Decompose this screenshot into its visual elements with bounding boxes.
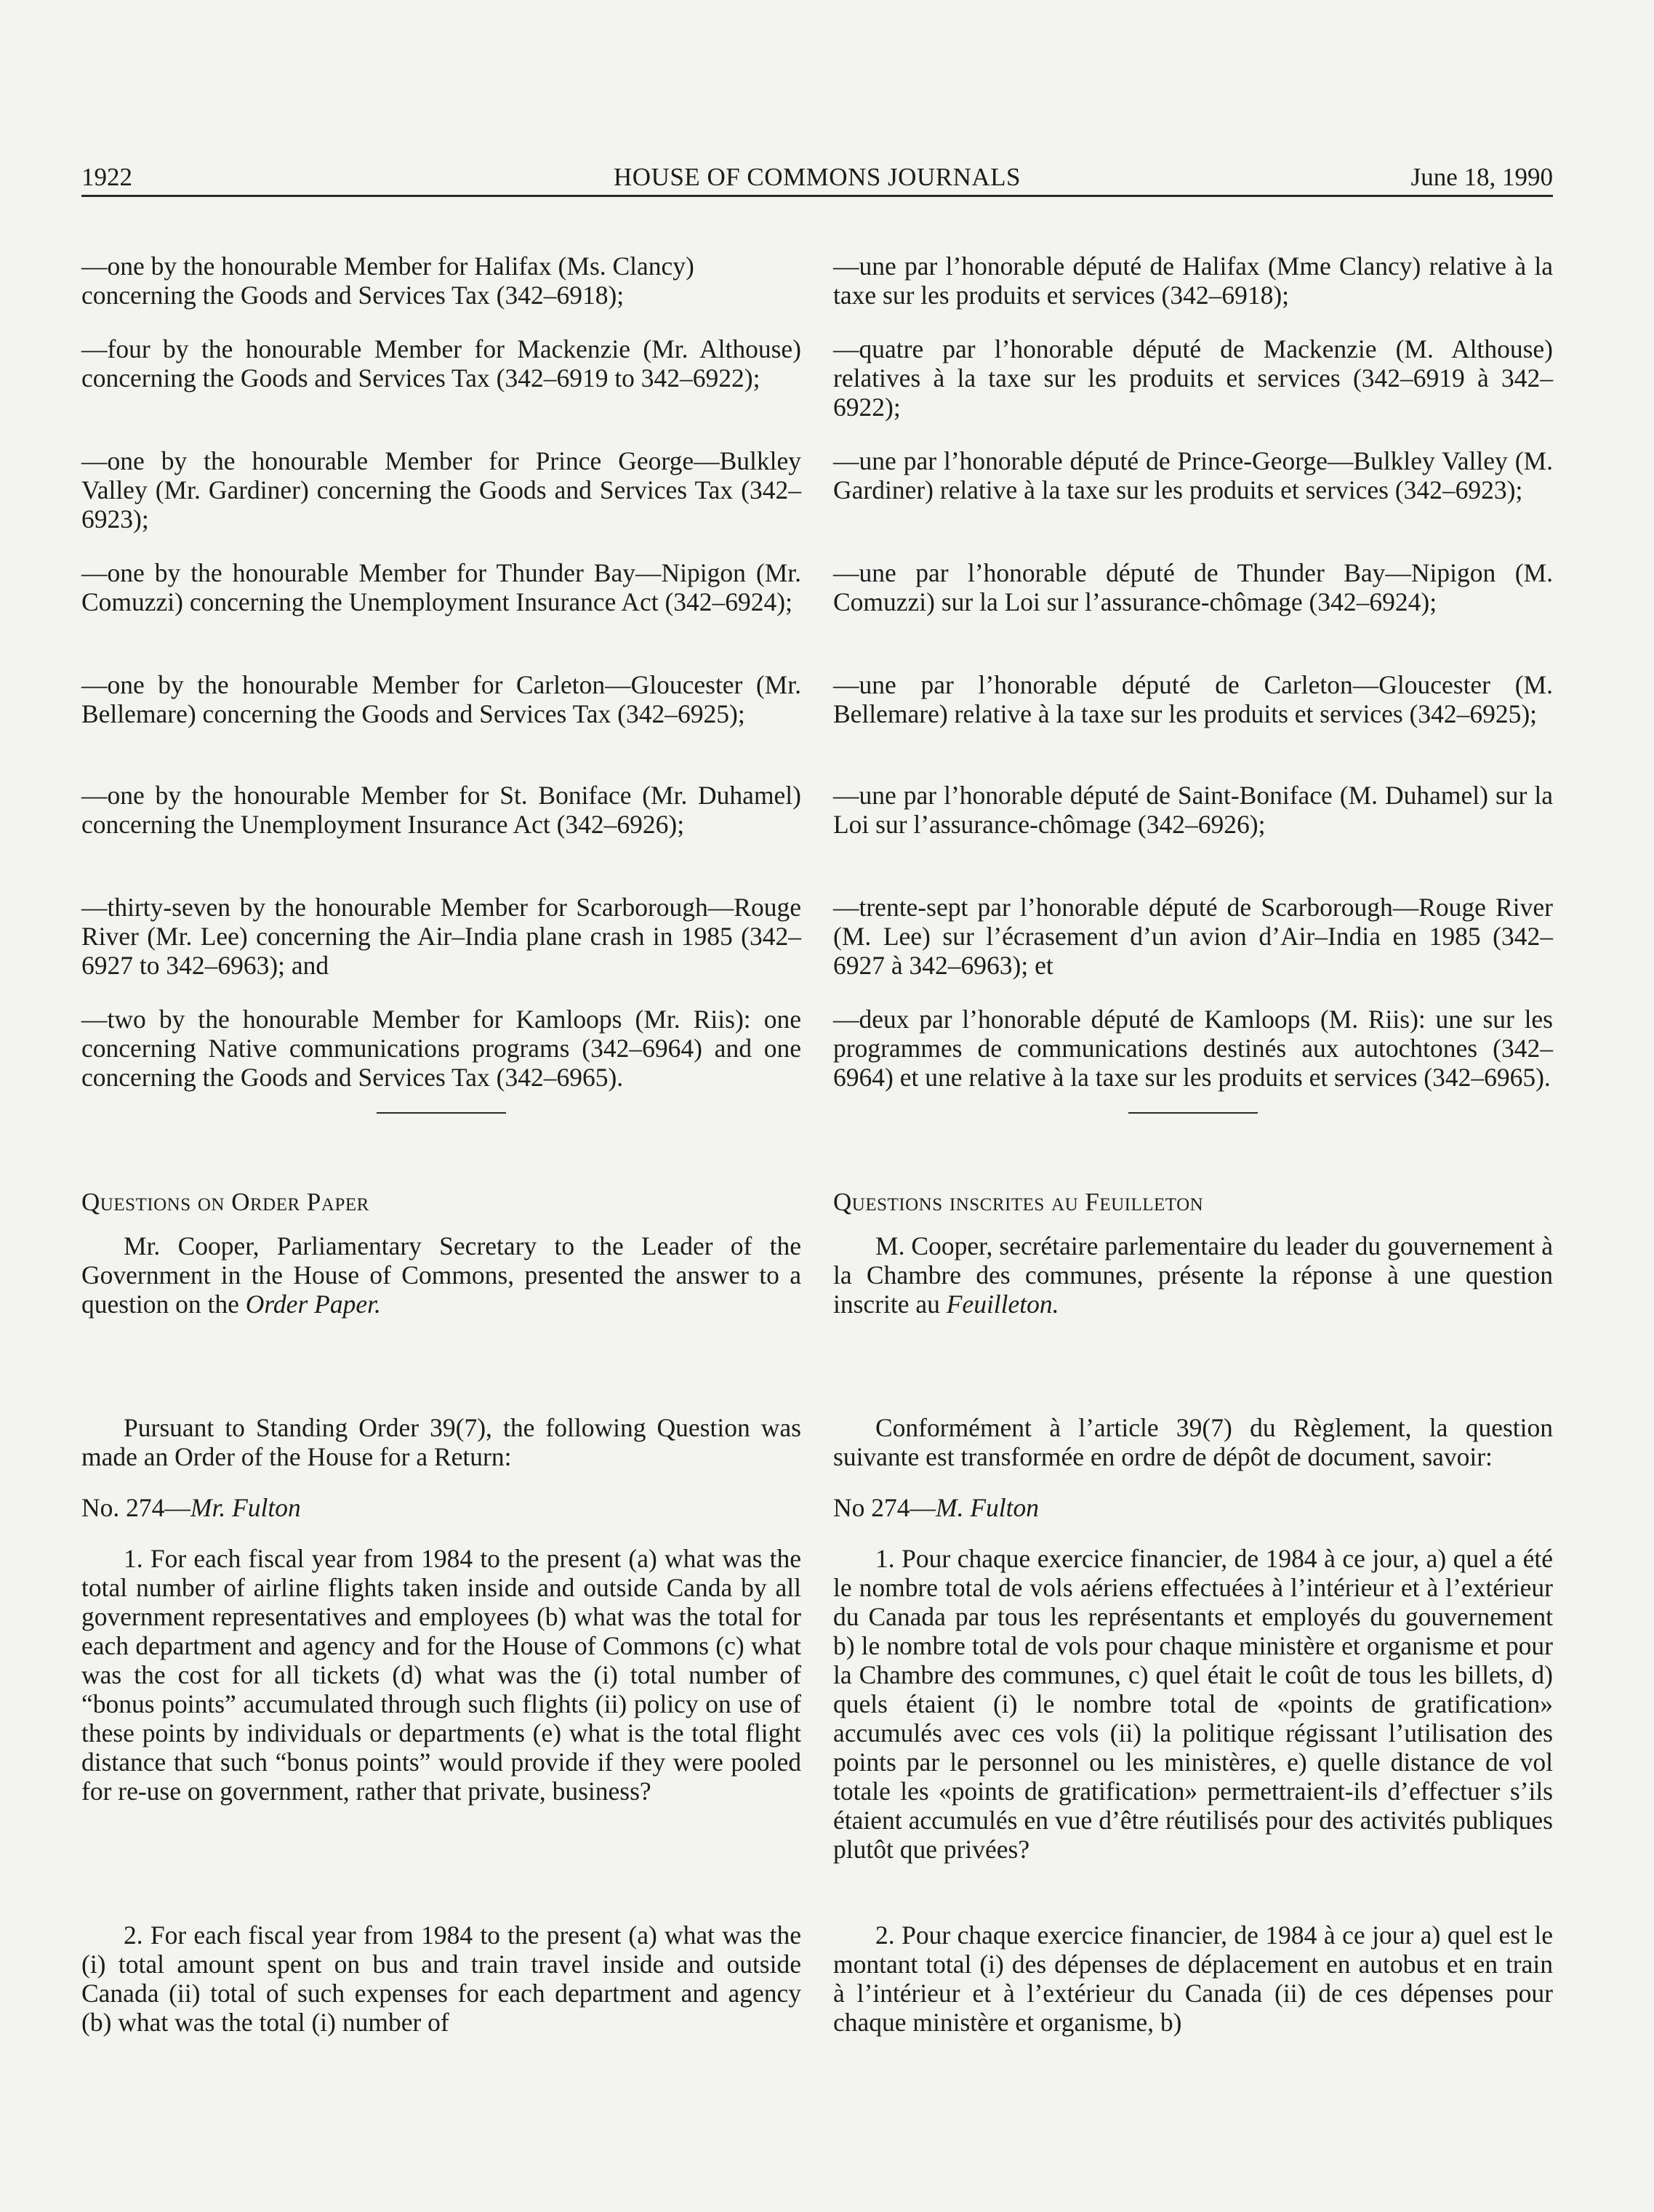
petition-entry: —une par l’honorable député de Saint-Boniface (M. Duhamel) sur la Loi sur l’assurance-chômage (342–6926); (833, 781, 1553, 839)
petition-entry: —une par l’honorable député de Halifax (Mme Clancy) relative à la taxe sur les produits et services (342–6918); (833, 252, 1553, 310)
question-item-1: 1. For each fiscal year from 1984 to the present (a) what was the total number of airline flights taken inside and outside Canda by all government representatives and employees (b) what was the total for each department and agency and for the House of Commons (c) what was the cost for all tickets (d) what was the (i) total number of “bonus points” accumulated through such flights (ii) policy on use of these points by individuals or departments (e) what is the total flight distance that such “bonus points” would provide if they were pooled for re-use on government, rather that private, business? (81, 1544, 801, 1806)
questions-paragraph (81, 1231, 801, 1319)
petition-entry: —one by the honourable Member for Halifax (Ms. Clancy) concerning the Goods and Services Tax (342–6918); (81, 252, 694, 310)
page-number: 1922 (81, 163, 132, 191)
order-paper-title: Order Paper. (245, 1290, 381, 1319)
question-number (81, 1493, 801, 1522)
question-member: M. Fulton (936, 1493, 1039, 1522)
petition-entry: —one by the honourable Member for Carleton—Gloucester (Mr. Bellemare) concerning the Goods and Services Tax (342–6925); (81, 670, 801, 728)
question-number (833, 1493, 1553, 1522)
petition-entry: —une par l’honorable député de Thunder Bay—Nipigon (M. Comuzzi) sur la Loi sur l’assurance-chômage (342–6924); (833, 558, 1553, 616)
petition-entry: —une par l’honorable député de Prince-George—Bulkley Valley (M. Gardiner) relative à la taxe sur les produits et services (342–6923); (833, 446, 1553, 504)
question-item-2: 2. For each fiscal year from 1984 to the present (a) what was the (i) total amount spent on bus and train travel inside and outside Canada (ii) total of such expenses for each department and agency (b) what was the total (i) number of (81, 1921, 801, 2037)
journal-title: HOUSE OF COMMONS JOURNALS (614, 163, 1021, 191)
question-no: No. 274— (81, 1493, 190, 1522)
question-no: No 274— (833, 1493, 936, 1522)
section-divider (1128, 1112, 1258, 1114)
questions-text: M. Cooper, secrétaire parlementaire du leader du gouvernement à la Chambre des communes, présente la réponse à une question inscrite au (833, 1231, 1553, 1319)
questions-text: Mr. Cooper, Parliamentary Secretary to the Leader of the Government in the House of Commons, presented the answer to a question on the (81, 1231, 801, 1319)
section-divider (377, 1112, 506, 1114)
petition-entry: —four by the honourable Member for Mackenzie (Mr. Althouse) concerning the Goods and Services Tax (342–6919 to 342–6922); (81, 334, 801, 393)
pursuant-paragraph: Pursuant to Standing Order 39(7), the following Question was made an Order of the House for a Return: (81, 1413, 801, 1471)
petition-entry: —trente-sept par l’honorable député de Scarborough—Rouge River (M. Lee) sur l’écrasement d’un avion d’Air–India en 1985 (342–6927 à 342–6963); et (833, 893, 1553, 980)
petition-entry: —two by the honourable Member for Kamloops (Mr. Riis): one concerning Native communications programs (342–6964) and one concerning the Goods and Services Tax (342–6965). (81, 1005, 801, 1092)
pursuant-paragraph: Conformément à l’article 39(7) du Règlement, la question suivante est transformée en ordre de dépôt de document, savoir: (833, 1413, 1553, 1471)
page-header (81, 161, 1553, 197)
petition-entry: —une par l’honorable député de Carleton—Gloucester (M. Bellemare) relative à la taxe sur les produits et services (342–6925); (833, 670, 1553, 728)
petition-entry: —thirty-seven by the honourable Member for Scarborough—Rouge River (Mr. Lee) concerning the Air–India plane crash in 1985 (342–6927 to 342–6963); and (81, 893, 801, 980)
question-item-2: 2. Pour chaque exercice financier, de 1984 à ce jour a) quel est le montant total (i) des dépenses de déplacement en autobus et en train à l’intérieur et à l’extérieur du Canada (ii) de ces dépenses pour chaque ministère et organisme, b) (833, 1921, 1553, 2037)
journal-date: June 18, 1990 (1410, 163, 1553, 191)
petition-entry: —one by the honourable Member for Prince George—Bulkley Valley (Mr. Gardiner) concerning the Goods and Services Tax (342–6923); (81, 446, 801, 534)
petition-entry: —one by the honourable Member for St. Boniface (Mr. Duhamel) concerning the Unemployment Insurance Act (342–6926); (81, 781, 801, 839)
question-member: Mr. Fulton (190, 1493, 301, 1522)
petition-entry: —deux par l’honorable député de Kamloops (M. Riis): une sur les programmes de communications destinés aux autochtones (342–6964) et une relative à la taxe sur les produits et services (342–6965). (833, 1005, 1553, 1092)
petition-entry: —quatre par l’honorable député de Mackenzie (M. Althouse) relatives à la taxe sur les produits et services (342–6919 à 342–6922); (833, 334, 1553, 422)
petition-entry: —one by the honourable Member for Thunder Bay—Nipigon (Mr. Comuzzi) concerning the Unemployment Insurance Act (342–6924); (81, 558, 801, 616)
questions-heading: Questions on Order Paper (81, 1188, 369, 1216)
feuilleton-title: Feuilleton. (946, 1290, 1059, 1319)
questions-heading: Questions inscrites au Feuilleton (833, 1188, 1204, 1216)
questions-paragraph (833, 1231, 1553, 1319)
question-item-1: 1. Pour chaque exercice financier, de 1984 à ce jour, a) quel a été le nombre total de vols aériens effectuées à l’intérieur et à l’extérieur du Canada par tous les représentants et employés du gouvernement b) le nombre total de vols pour chaque ministère et organisme et pour la Chambre des communes, c) quel était le coût de tous les billets, d) quels étaient (i) le nombre total de «points de gratification» accumulés avec ces vols (ii) la politique régissant l’utilisation des points par le personnel ou les ministères, e) quelle distance de vol totale les «points de gratification» permettraient-ils d’effectuer s’ils étaient accumulés en vue d’être réutilisés pour des activités publiques plutôt que privées? (833, 1544, 1553, 1864)
